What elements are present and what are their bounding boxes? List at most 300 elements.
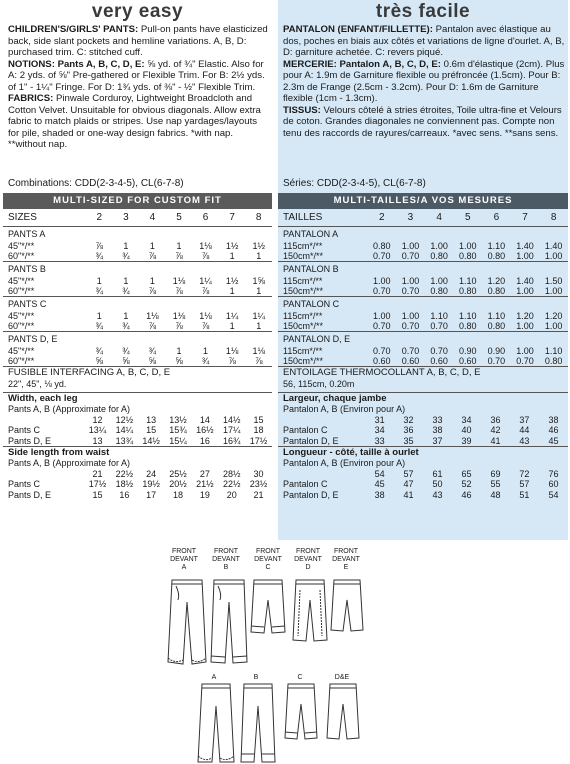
- yardage-cell: 1.00: [544, 286, 563, 296]
- meas-cell: 14½: [222, 414, 241, 425]
- table-row: [8, 479, 272, 490]
- meas-cell: 24: [146, 468, 157, 479]
- meas-row-label: [8, 469, 84, 480]
- yardage-cell: ⅝: [148, 356, 157, 366]
- yardage-cell: ¾: [122, 321, 130, 331]
- group-name: PANTALON B: [278, 262, 568, 277]
- yardage-cell: 1: [123, 311, 129, 321]
- yardage-cell: 1.40: [516, 276, 534, 286]
- yardage-table: [3, 209, 272, 366]
- front-label-b-top: FRONT: [213, 548, 239, 555]
- table-row: [278, 251, 568, 262]
- yardage-cell: 0.80: [487, 286, 506, 296]
- yardage-cell: 1: [176, 241, 182, 251]
- yardage-cell: 1½: [252, 241, 265, 251]
- meas-cell: 38: [374, 489, 385, 500]
- meas-cell: 15¼: [169, 435, 187, 446]
- fabric-width: 115cm*/**: [283, 241, 323, 251]
- yardage-cell: 1⅝: [252, 276, 265, 286]
- table-row: [283, 425, 568, 436]
- table-row: [278, 286, 568, 297]
- meas-cell: 34: [461, 414, 472, 425]
- yardage-cell: 1: [203, 346, 209, 356]
- size-header: 3: [396, 209, 425, 227]
- fabric-width: 60"*/**: [8, 251, 35, 261]
- meas-cell: 16: [119, 489, 130, 500]
- yardage-cell: 1.10: [430, 311, 448, 321]
- yardage-cell: ⅞: [254, 356, 263, 366]
- front-label-a-letter: A: [181, 564, 187, 571]
- meas-cell: 19: [199, 489, 210, 500]
- meas-cell: 37: [519, 414, 530, 425]
- meas-cell: 76: [548, 468, 559, 479]
- fabric-width: 115cm*/**: [283, 346, 323, 356]
- table-row: [3, 241, 272, 251]
- meas-cell: 17½: [249, 435, 268, 446]
- yardage-cell: 1.40: [544, 241, 563, 251]
- yardage-cell: 0.90: [458, 346, 477, 356]
- side-length-section: [3, 446, 272, 500]
- meas-row-label: Pantalon D, E: [283, 435, 339, 446]
- yardage-cell: ⅞: [201, 286, 210, 296]
- front-label-a-top: FRONT: [171, 548, 197, 555]
- size-header: 2: [86, 209, 113, 227]
- yardage-cell: 0.60: [373, 356, 391, 366]
- yardage-cell: 1: [256, 321, 262, 331]
- back-pants-c-drawing: [285, 684, 317, 739]
- meas-cell: 36: [403, 425, 414, 435]
- size-header: 2: [368, 209, 397, 227]
- yardage-cell: 0.60: [430, 356, 448, 366]
- yardage-cell: 0.70: [373, 321, 391, 331]
- meas-cell: 16½: [196, 425, 214, 435]
- group-name: PANTS A: [3, 227, 272, 242]
- front-label-e-top: FRONT: [333, 548, 359, 555]
- table-row: [3, 346, 272, 356]
- meas-row-label: [8, 415, 84, 426]
- yardage-cell: ⅞: [148, 251, 157, 261]
- side-length-section-fr: [278, 446, 568, 500]
- yardage-cell: 1½: [225, 276, 239, 286]
- english-column: [3, 0, 272, 500]
- yardage-cell: 0.70: [430, 321, 448, 331]
- sizes-label: TAILLES: [278, 209, 368, 227]
- meas-title: Longueur - côté, taille à ourlet: [283, 447, 419, 458]
- yardage-cell: 0.80: [458, 251, 477, 261]
- size-header: 5: [166, 209, 193, 227]
- yardage-cell: 1¼: [225, 311, 239, 321]
- yardage-cell: 1.10: [458, 311, 477, 321]
- table-row: [3, 251, 272, 262]
- group-name: PANTS D, E: [3, 332, 272, 347]
- meas-cell: 51: [519, 489, 530, 500]
- yardage-cell: ⅞: [201, 251, 210, 261]
- meas-cell: 60: [548, 479, 559, 489]
- yardage-cell: 1.50: [544, 276, 563, 286]
- yardage-cell: 0.90: [487, 346, 506, 356]
- meas-row-label: Pantalon C: [283, 425, 328, 435]
- front-label-a-bot: DEVANT: [170, 556, 198, 563]
- fabric-width: 150cm*/**: [283, 321, 324, 331]
- meas-cell: 42: [490, 425, 501, 435]
- table-row: [8, 436, 272, 447]
- meas-cell: 25½: [169, 468, 187, 479]
- meas-cell: 30: [253, 468, 264, 479]
- meas-cell: 43: [432, 489, 443, 500]
- meas-cell: 14½: [142, 435, 160, 446]
- yardage-cell: 1.00: [458, 241, 477, 251]
- meas-cell: 57: [519, 479, 530, 489]
- desc-fabrics-label: FABRICS:: [8, 93, 54, 104]
- width-section-fr: [278, 392, 568, 446]
- meas-row-label: Pants D, E: [8, 435, 52, 446]
- yardage-cell: 0.80: [458, 321, 477, 331]
- meas-row-label: Pants C: [8, 425, 41, 435]
- yardage-cell: ¾: [95, 286, 104, 296]
- table-row: [3, 356, 272, 366]
- back-label-a: A: [211, 674, 217, 681]
- meas-row-label: Pants C: [8, 479, 41, 489]
- yardage-cell: ¾: [148, 346, 157, 356]
- meas-cell: 39: [461, 435, 472, 446]
- table-row: [278, 321, 568, 332]
- fabric-width: 60"*/**: [8, 286, 35, 296]
- yardage-cell: ¾: [122, 251, 130, 261]
- difficulty-title-fr: très facile: [375, 1, 471, 22]
- yardage-cell: 1: [96, 311, 102, 321]
- meas-cell: 12: [92, 414, 103, 425]
- meas-cell: 17: [146, 489, 157, 500]
- yardage-cell: 1: [123, 241, 129, 251]
- yardage-cell: ⅝: [175, 356, 183, 366]
- meas-cell: 16¾: [222, 435, 241, 446]
- table-row: [278, 276, 568, 286]
- yardage-cell: 1¼: [199, 276, 212, 286]
- yardage-cell: ¾: [95, 346, 104, 356]
- size-header: 7: [219, 209, 246, 227]
- meas-cell: 18: [173, 489, 184, 500]
- front-label-e-bot: DEVANT: [332, 556, 360, 563]
- meas-cell: 27: [199, 468, 210, 479]
- yardage-cell: 1.00: [544, 251, 563, 261]
- meas-title: Width, each leg: [8, 393, 78, 404]
- yardage-cell: ¾: [201, 356, 210, 366]
- table-row: [8, 469, 272, 480]
- meas-cell: 20: [226, 489, 237, 500]
- back-pants-b-drawing: [241, 684, 275, 762]
- yardage-cell: 1.00: [430, 276, 448, 286]
- meas-cell: 13: [92, 435, 103, 446]
- yardage-cell: 0.60: [401, 356, 420, 366]
- yardage-cell: 0.70: [516, 356, 534, 366]
- yardage-cell: 1.20: [487, 276, 506, 286]
- yardage-cell: 0.80: [487, 321, 506, 331]
- yardage-cell: ⅞: [148, 286, 157, 296]
- meas-cell: 38: [548, 414, 559, 425]
- meas-cell: 32: [403, 414, 414, 425]
- meas-cell: 65: [461, 468, 472, 479]
- combinations: Combinations: CDD(2-3-4-5), CL(6-7-8): [8, 178, 184, 189]
- yardage-cell: 1⅛: [199, 311, 212, 321]
- meas-cell: 15: [92, 489, 103, 500]
- meas-cell: 52: [461, 479, 472, 489]
- fabric-width: 115cm*/**: [283, 311, 323, 321]
- yardage-cell: 1: [229, 251, 235, 261]
- yardage-cell: 1.00: [401, 311, 420, 321]
- table-row: [278, 356, 568, 366]
- interfacing-section: [3, 366, 272, 392]
- yardage-cell: 1.00: [401, 276, 420, 286]
- meas-cell: 48: [490, 489, 501, 500]
- size-header: 8: [245, 209, 272, 227]
- desc-fabrics-text: Pinwale Corduroy, Lightweight Broadcloth and Cotton Velvet. Unsuitable for obvious diagonals. Allow extra fabric to match plaids or stripes. Use nap yardages/layouts for pile, shaded or one-way design fabrics. *with nap. **without nap.: [8, 93, 261, 150]
- front-label-b-letter: B: [223, 564, 229, 571]
- meas-cell: 44: [519, 425, 530, 435]
- meas-cell: 45: [374, 479, 385, 489]
- yardage-cell: 1.10: [487, 241, 506, 251]
- front-label-d-letter: D: [305, 564, 311, 571]
- yardage-cell: 0.80: [458, 286, 477, 296]
- desc-notions-text-fr: 0.6m d'élastique (2cm). Plus pour A: 1.9m de Garniture flexible ou préfroncée (1.5cm). Pour B: 2.3m de Frange (2.5cm - 3.2cm). Pour D: 1.6m de Garniture flexible (1cm - 1.3cm).: [283, 58, 565, 104]
- yardage-grid: [3, 209, 272, 366]
- table-row: [283, 490, 568, 501]
- yardage-cell: 1.20: [544, 311, 563, 321]
- fabric-width: 115cm*/**: [283, 276, 323, 286]
- meas-table: [8, 469, 272, 501]
- meas-cell: 17½: [88, 479, 107, 489]
- meas-cell: 72: [519, 468, 530, 479]
- meas-cell: 21½: [196, 479, 214, 489]
- desc-pants-text-fr: Pantalon avec élastique au dos, poches en biais aux côtés et variations de ligne d'ourlet. A, B, D: garniture achetée. C: revers piqué.: [283, 24, 565, 58]
- meas-title: Side length from waist: [8, 447, 110, 458]
- yardage-cell: 0.80: [544, 356, 563, 366]
- yardage-cell: 1: [176, 346, 182, 356]
- chart-band: MULTI-SIZED FOR CUSTOM FIT: [3, 193, 272, 209]
- size-header: 5: [453, 209, 482, 227]
- size-header: 4: [139, 209, 166, 227]
- interfacing-value-fr: 56, 115cm, 0.20m: [283, 379, 355, 389]
- yardage-cell: 1⅛: [252, 346, 265, 356]
- meas-cell: 21: [253, 489, 264, 500]
- meas-cell: 18½: [115, 479, 134, 489]
- table-row: [8, 490, 272, 501]
- back-label-c: C: [297, 674, 303, 681]
- meas-cell: 37: [432, 435, 443, 446]
- fabric-width: 150cm*/**: [283, 251, 324, 261]
- back-label-de: D&E: [334, 674, 350, 681]
- meas-cell: 20½: [169, 479, 187, 489]
- yardage-cell: 1⅛: [199, 241, 212, 251]
- size-header: 7: [511, 209, 540, 227]
- yardage-cell: 1.40: [516, 241, 534, 251]
- yardage-cell: 0.80: [430, 251, 448, 261]
- meas-cell: 13¼: [88, 425, 107, 435]
- desc-pants-text: Pull-on pants have elasticized back, side slant pockets and hemline variations. A, B, D: purchased trim. C: stitched cuff.: [8, 24, 268, 58]
- table-row: [3, 286, 272, 297]
- front-label-b-bot: DEVANT: [212, 556, 240, 563]
- yardage-cell: 0.70: [373, 251, 391, 261]
- yardage-cell: 1.00: [516, 346, 534, 356]
- meas-cell: 33: [432, 414, 443, 425]
- meas-cell: 16: [199, 435, 210, 446]
- desc-fabrics-label-fr: TISSUS:: [283, 104, 321, 116]
- yardage-cell: 1: [256, 286, 262, 296]
- yardage-cell: ¾: [95, 251, 104, 261]
- yardage-cell: 1.00: [516, 321, 534, 331]
- yardage-cell: 0.70: [487, 356, 506, 366]
- yardage-cell: 1.20: [516, 311, 534, 321]
- yardage-cell: ¾: [122, 286, 130, 296]
- fabric-width: 150cm*/**: [283, 356, 324, 366]
- width-section: [3, 392, 272, 446]
- meas-cell: 46: [461, 489, 472, 500]
- meas-cell: 34: [374, 425, 385, 435]
- back-pants-a-drawing: [198, 684, 234, 762]
- table-row: [3, 321, 272, 332]
- meas-table: [283, 469, 568, 501]
- meas-title: Largeur, chaque jambe: [283, 393, 387, 404]
- yardage-cell: 0.80: [487, 251, 506, 261]
- yardage-cell: 1: [229, 321, 235, 331]
- back-label-b: B: [253, 674, 259, 681]
- meas-row-label: Pantalon D, E: [283, 489, 339, 500]
- meas-cell: 31: [374, 414, 385, 425]
- yardage-cell: 0.70: [373, 286, 391, 296]
- yardage-cell: ¾: [95, 321, 104, 331]
- yardage-cell: ⅞: [175, 321, 183, 331]
- view-illustrations: [150, 540, 420, 764]
- yardage-cell: 1.00: [516, 251, 534, 261]
- meas-cell: 54: [548, 489, 559, 500]
- yardage-cell: 0.70: [373, 346, 391, 356]
- interfacing-title-fr: ENTOILAGE THERMOCOLLANT A, B, C, D, E: [283, 367, 481, 378]
- meas-cell: 21: [92, 468, 103, 479]
- table-row: [278, 241, 568, 251]
- group-name: PANTALON A: [278, 227, 568, 242]
- desc-pants-label: CHILDREN'S/GIRLS' PANTS:: [8, 24, 139, 35]
- chart-band-fr: MULTI-TAILLES/A VOS MESURES: [278, 193, 568, 209]
- yardage-cell: 1: [149, 276, 155, 286]
- yardage-cell: 0.80: [430, 286, 448, 296]
- fabric-width: 150cm*/**: [283, 286, 324, 296]
- yardage-cell: 0.80: [373, 241, 391, 251]
- table-row: [283, 415, 568, 426]
- yardage-table-fr: [278, 209, 568, 366]
- meas-cell: 22½: [222, 479, 241, 489]
- yardage-grid: [278, 209, 568, 366]
- meas-cell: 13½: [169, 414, 187, 425]
- fabric-width: 45"*/**: [8, 311, 35, 321]
- yardage-cell: ⅝: [95, 356, 104, 366]
- meas-cell: 54: [374, 468, 385, 479]
- back-pants-drawings: [150, 540, 420, 764]
- table-row: [3, 311, 272, 321]
- size-header: 3: [113, 209, 140, 227]
- fabric-width: 45"*/**: [8, 346, 35, 356]
- meas-sub: Pants A, B (Approximate for A): [8, 458, 131, 468]
- meas-cell: 41: [403, 489, 414, 500]
- meas-table: [8, 415, 272, 447]
- table-row: [3, 276, 272, 286]
- meas-cell: 57: [403, 468, 414, 479]
- desc-notions-label-fr: MERCERIE: Pantalon A, B, C, D, E:: [283, 58, 441, 70]
- meas-cell: 12½: [115, 414, 134, 425]
- table-row: [278, 346, 568, 356]
- yardage-cell: ⅞: [201, 321, 210, 331]
- meas-cell: 15¾: [169, 425, 187, 435]
- fabric-width: 45"*/**: [8, 276, 35, 286]
- yardage-cell: 1: [256, 251, 262, 261]
- yardage-cell: 0.70: [401, 251, 420, 261]
- yardage-cell: 0.70: [430, 346, 448, 356]
- yardage-cell: ⅝: [122, 356, 130, 366]
- yardage-cell: 1.00: [544, 321, 563, 331]
- yardage-cell: 1.00: [401, 241, 420, 251]
- table-row: [278, 311, 568, 321]
- french-column: [278, 0, 568, 540]
- meas-cell: 46: [548, 425, 559, 435]
- meas-cell: 22½: [115, 468, 134, 479]
- front-label-c-top: FRONT: [255, 548, 281, 555]
- size-header: 4: [425, 209, 454, 227]
- fabric-width: 45"*/**: [8, 241, 35, 251]
- description-fr: [278, 24, 568, 174]
- meas-row-label: Pantalon C: [283, 479, 328, 489]
- size-header: 6: [482, 209, 511, 227]
- yardage-cell: ⅞: [175, 251, 183, 261]
- yardage-cell: ⅞: [95, 241, 104, 251]
- meas-cell: 45: [548, 435, 559, 446]
- yardage-cell: ⅞: [228, 356, 236, 366]
- yardage-cell: 1.10: [544, 346, 563, 356]
- meas-sub: Pantalon A, B (Environ pour A): [283, 404, 406, 414]
- meas-cell: 14¼: [115, 425, 134, 435]
- meas-sub: Pantalon A, B (Environ pour A): [283, 458, 406, 468]
- meas-cell: 13: [146, 414, 157, 425]
- yardage-cell: 1⅛: [146, 311, 159, 321]
- size-header: 8: [539, 209, 568, 227]
- yardage-cell: 1.00: [373, 311, 391, 321]
- table-row: [8, 425, 272, 436]
- yardage-cell: ¾: [122, 346, 130, 356]
- meas-cell: 50: [432, 479, 443, 489]
- yardage-cell: ⅞: [148, 321, 157, 331]
- yardage-cell: 1.10: [458, 276, 477, 286]
- meas-cell: 15: [253, 414, 264, 425]
- yardage-cell: 1½: [225, 241, 239, 251]
- front-label-c-letter: C: [265, 564, 271, 571]
- meas-cell: 61: [432, 468, 443, 479]
- combinations-fr: Séries: CDD(2-3-4-5), CL(6-7-8): [283, 178, 426, 189]
- yardage-cell: 1: [96, 276, 102, 286]
- yardage-cell: 1⅛: [172, 311, 186, 321]
- interfacing-title: FUSIBLE INTERFACING A, B, C, D, E: [8, 367, 171, 378]
- meas-row-label: [283, 415, 365, 426]
- meas-cell: 17¼: [222, 425, 241, 435]
- meas-row-label: Pants D, E: [8, 489, 52, 500]
- meas-cell: 35: [403, 435, 414, 446]
- meas-cell: 23½: [249, 479, 268, 489]
- meas-cell: 43: [519, 435, 530, 446]
- yardage-cell: 1.00: [373, 276, 391, 286]
- meas-cell: 18: [253, 425, 264, 435]
- front-label-d-top: FRONT: [295, 548, 321, 555]
- group-name: PANTALON D, E: [278, 332, 568, 347]
- difficulty-title: very easy: [91, 1, 184, 22]
- meas-cell: 33: [374, 435, 385, 446]
- table-row: [283, 469, 568, 480]
- interfacing-section-fr: [278, 366, 568, 392]
